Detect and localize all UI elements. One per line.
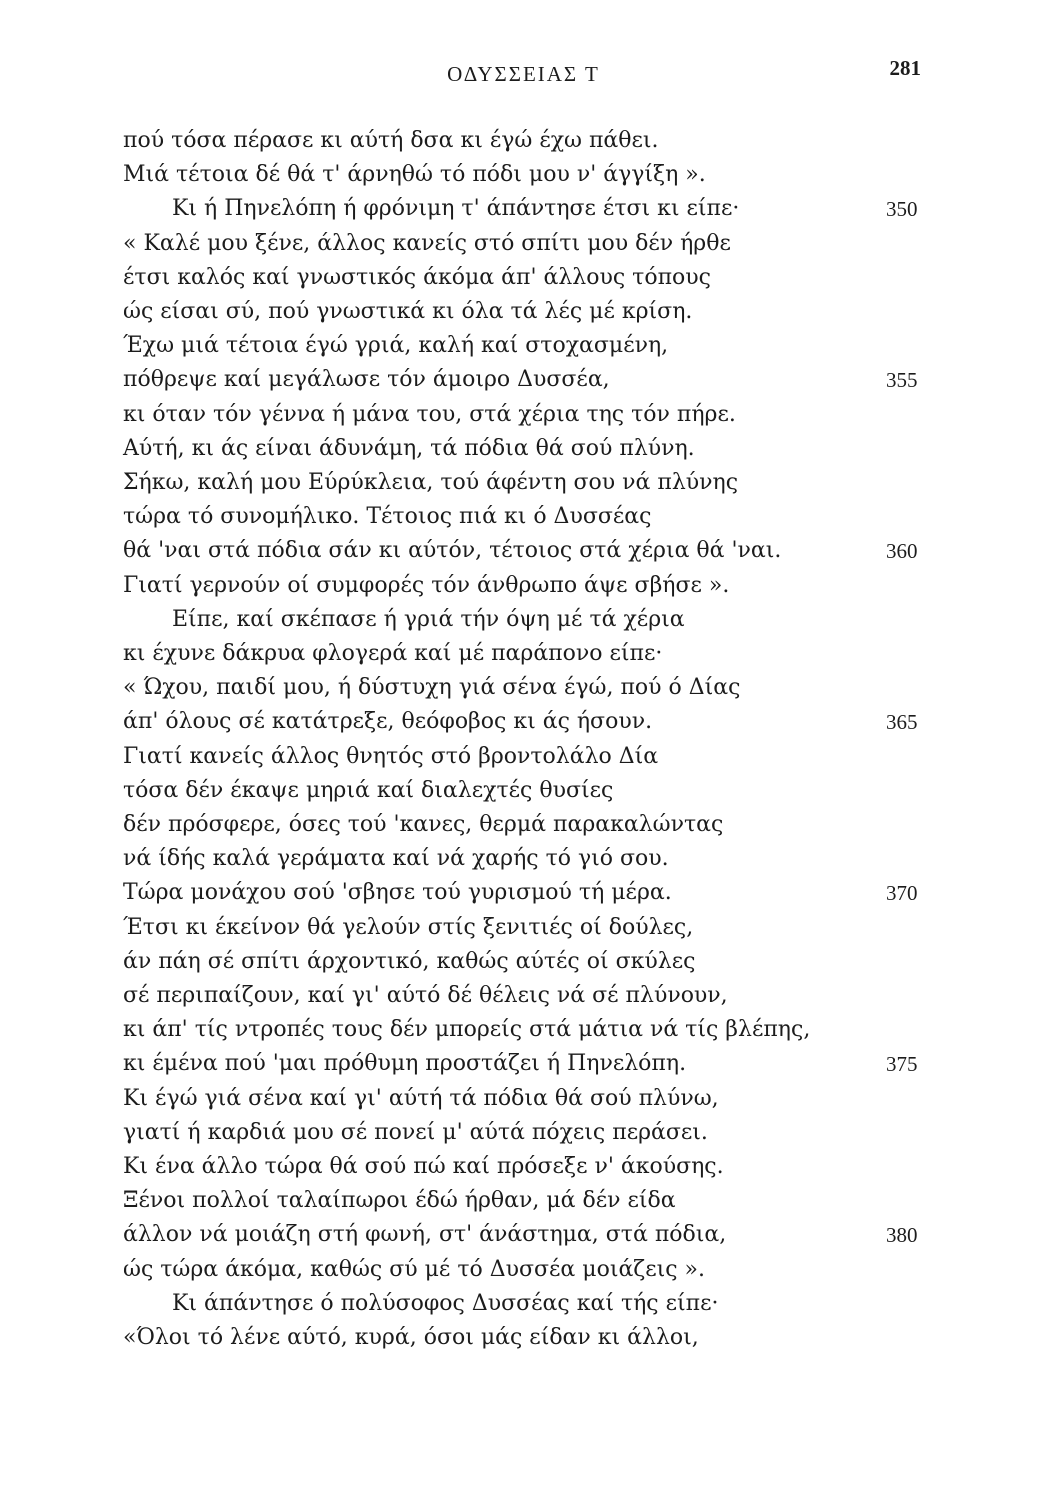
verse-text: πόθρεψε καί μεγάλωσε τόν άμοιρο Δυσσέα,: [123, 367, 610, 393]
verse-text: κι έχυνε δάκρυα φλογερά καί μέ παράπονο είπε·: [123, 641, 663, 666]
running-title: ΟΔΥΣΣΕΙΑΣ Τ: [447, 62, 600, 86]
verse-text: κι έμένα πού 'μαι πρόθυμη προστάζει ή Πηνελόπη.: [123, 1051, 687, 1077]
verse-text: Κι άπάντησε ό πολύσοφος Δυσσέας καί τής είπε·: [172, 1290, 719, 1316]
verse-line: [0, 878, 1047, 908]
verse-text: « Καλέ μου ξένε, άλλος κανείς στό σπίτι μου δέν ήρθε: [123, 230, 731, 256]
line-number: 365: [886, 710, 918, 735]
verse-line: [0, 1049, 1047, 1079]
verse-text: κι άπ' τίς ντροπές τους δέν μπορείς στά μάτια νά τίς βλέπης,: [123, 1017, 811, 1043]
verse-line: [0, 639, 1047, 669]
verse-text: Σήκω, καλή μου Εύρύκλεια, τού άφέντη σου νά πλύνης: [123, 470, 739, 495]
verse-line: [0, 1323, 1047, 1353]
verse-line: [0, 1186, 1047, 1216]
verse-line: [0, 742, 1047, 772]
verse-line: [0, 913, 1047, 943]
verse-text: άν πάη σέ σπίτι άρχοντικό, καθώς αύτές οί σκύλες: [123, 948, 696, 974]
verse-text: γιατί ή καρδιά μου σέ πονεί μ' αύτά πόχεις περάσει.: [123, 1119, 708, 1145]
verse-text: «Όλοι τό λένε αύτό, κυρά, όσοι μάς είδαν κι άλλοι,: [123, 1325, 699, 1350]
verse-text: Τώρα μονάχου σού 'σβησε τού γυρισμού τή μέρα.: [123, 880, 672, 906]
line-number: 355: [886, 368, 918, 393]
verse-text: Γιατί κανείς άλλος θνητός στό βροντολάλο Δία: [123, 743, 659, 769]
verse-line: [0, 1289, 1047, 1319]
verse-text: κι όταν τόν γέννα ή μάνα του, στά χέρια της τόν πήρε.: [123, 401, 736, 427]
verse-text: Είπε, καί σκέπασε ή γριά τήν όψη μέ τά χέρια: [172, 606, 685, 632]
verse-text: τόσα δέν έκαψε μηριά καί διαλεχτές θυσίες: [123, 777, 614, 803]
verse-line: [0, 297, 1047, 327]
verse-line: [0, 434, 1047, 464]
verse-text: άπ' όλους σέ κατάτρεξε, θεόφοβος κι άς ήσουν.: [123, 709, 653, 735]
verse-text: ώς είσαι σύ, πού γνωστικά κι όλα τά λές μέ κρίση.: [123, 299, 693, 324]
verse-text: πού τόσα πέρασε κι αύτή δσα κι έγώ έχω πάθει.: [123, 128, 659, 153]
verse-line: [0, 1255, 1047, 1285]
verse-line: [0, 571, 1047, 601]
line-number: 350: [886, 197, 918, 222]
verse-line: [0, 536, 1047, 566]
verse-text: Αύτή, κι άς είναι άδυνάμη, τά πόδια θά σού πλύνη.: [123, 435, 695, 461]
verse-line: [0, 605, 1047, 635]
verse-text: « Ώχου, παιδί μου, ή δύστυχη γιά σένα έγώ, πού ό Δίας: [123, 675, 741, 701]
line-number: 380: [886, 1223, 918, 1248]
verse-line: [0, 707, 1047, 737]
verse-line: [0, 126, 1047, 156]
verse-line: [0, 1220, 1047, 1250]
verse-line: [0, 981, 1047, 1011]
verse-line: [0, 160, 1047, 190]
verse-line: [0, 331, 1047, 361]
verse-text: Γιατί γερνούν οί συμφορές τόν άνθρωπο άψε σβήσε ».: [123, 572, 730, 598]
verse-text: σέ περιπαίζουν, καί γι' αύτό δέ θέλεις νά σέ πλύνουν,: [123, 983, 728, 1008]
verse-line: [0, 1084, 1047, 1114]
line-number: 375: [886, 1052, 918, 1077]
verse-text: άλλον νά μοιάζη στή φωνή, στ' άνάστημα, στά πόδια,: [123, 1222, 727, 1248]
verse-line: [0, 844, 1047, 874]
verse-line: [0, 810, 1047, 840]
page-number: 281: [889, 56, 921, 80]
verse-text: Μιά τέτοια δέ θά τ' άρνηθώ τό πόδι μου ν' άγγίξη ».: [123, 162, 706, 188]
verse-line: [0, 194, 1047, 224]
verse-line: [0, 1015, 1047, 1045]
verse-text: Ξένοι πολλοί ταλαίπωροι έδώ ήρθαν, μά δέν είδα: [123, 1188, 676, 1214]
verse-line: [0, 673, 1047, 703]
verse-line: [0, 468, 1047, 498]
line-number: 360: [886, 539, 918, 564]
verse-line: [0, 776, 1047, 806]
verse-line: [0, 947, 1047, 977]
verse-line: [0, 263, 1047, 293]
verse-line: [0, 502, 1047, 532]
verse-text: Κι ένα άλλο τώρα θά σού πώ καί πρόσεξε ν' άκούσης.: [123, 1154, 724, 1179]
verse-line: [0, 1152, 1047, 1182]
verse-line: [0, 400, 1047, 430]
verse-text: Κι ή Πηνελόπη ή φρόνιμη τ' άπάντησε έτσι κι είπε·: [172, 196, 740, 222]
verse-text: τώρα τό συνομήλικο. Τέτοιος πιά κι ό Δυσσέας: [123, 504, 652, 530]
verse-text: Έχω μιά τέτοια έγώ γριά, καλή καί στοχασμένη,: [123, 333, 669, 359]
line-number: 370: [886, 881, 918, 906]
verse-text: δέν πρόσφερε, όσες τού 'κανες, θερμά παρακαλώντας: [123, 812, 724, 837]
verse-line: [0, 365, 1047, 395]
verse-text: ώς τώρα άκόμα, καθώς σύ μέ τό Δυσσέα μοιάζεις ».: [123, 1256, 706, 1282]
verse-text: Έτσι κι έκείνον θά γελούν στίς ξενιτιές οί δούλες,: [123, 914, 694, 940]
verse-line: [0, 229, 1047, 259]
verse-text: θά 'ναι στά πόδια σάν κι αύτόν, τέτοιος στά χέρια θά 'ναι.: [123, 538, 782, 564]
verse-text: νά ίδής καλά γεράματα καί νά χαρής τό γιό σου.: [123, 846, 669, 872]
verse-line: [0, 1118, 1047, 1148]
verse-text: Κι έγώ γιά σένα καί γι' αύτή τά πόδια θά σού πλύνω,: [123, 1085, 719, 1111]
verse-text: έτσι καλός καί γνωστικός άκόμα άπ' άλλους τόπους: [123, 264, 711, 290]
